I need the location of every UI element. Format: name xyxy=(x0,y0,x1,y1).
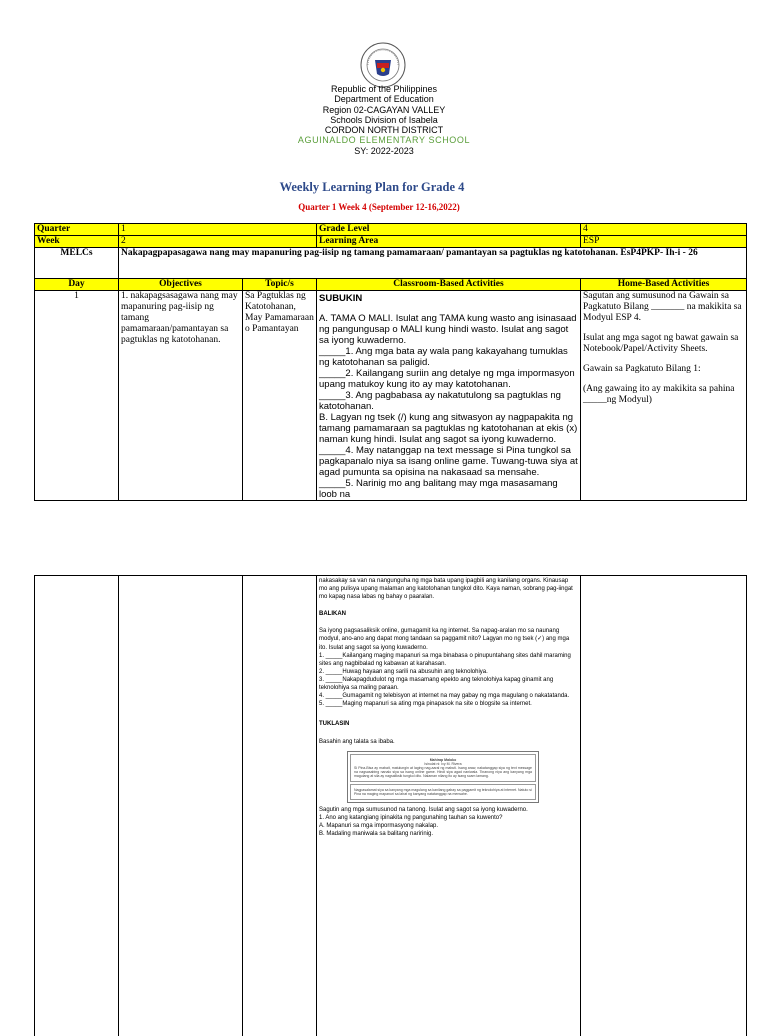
grade-label: Grade Level xyxy=(317,224,581,236)
objective-text: 1. nakapagsasagawa nang may mapanuring pag-iisip ng tamang pamamaraan/pamantayan sa pagtuklas ng katotohanan. xyxy=(119,291,243,501)
balikan-text: Sa iyong pagsasaliksik online, gumagamit ka ng internet. Sa napag-aralan mo sa naunang modyul, ano-ano ang dapat mong tandaan sa paggamit nito? Lagyan mo ng tsek (✓) ang mga ito. Isulat ang sagot sa iyong kuwaderno. xyxy=(319,627,578,651)
melcs-label: MELCs xyxy=(35,248,119,279)
list-item: 4. _____Gumagamit ng telebisyon at internet na may gabay ng mga magulang o nakatatanda. xyxy=(319,692,578,700)
school-name: AGUINALDO ELEMENTARY SCHOOL xyxy=(0,135,768,145)
home-text: Gawain sa Pagkatuto Bilang 1: xyxy=(583,364,744,375)
col-topics: Topic/s xyxy=(243,279,317,291)
classroom-activities xyxy=(317,291,581,501)
list-item: 2. _____Huwag hayaan ang sarili na abusuhin ang teknolohiya. xyxy=(319,668,578,676)
instruction-a: A. TAMA O MALI. Isulat ang TAMA kung wasto ang isinasaad ng pangungusap o MALI kung hindi wasto. Isulat ang sagot sa iyong kuwaderno. xyxy=(319,313,578,346)
list-item: 1. _____Kailangang maging mapanuri sa mga binabasa o pinupuntahang sites dahil maraming sites ang nagbibalad ng kabawan at karahasan. xyxy=(319,652,578,668)
col-day: Day xyxy=(35,279,119,291)
letterhead-line: Department of Education xyxy=(0,94,768,104)
topic-text: Sa Pagtuklas ng Katotohanan, May Pamamaraan o Pamantayan xyxy=(243,291,317,501)
letterhead-line: Republic of the Philippines xyxy=(0,84,768,94)
story-image xyxy=(347,751,539,803)
melcs-row xyxy=(35,248,747,279)
list-item: _____4. May natanggap na text message si Pina tungkol sa pagkapanalo niya sa isang online game. Tuwang-tuwa siya at agad pumunta sa opisina na nakasaad sa mensahe. xyxy=(319,445,578,478)
continuation-text: nakasakay sa van na nangunguha ng mga bata upang ipagbili ang kanilang organs. Kinausap mo ang pulisya upang malaman ang katotohanan tungkol dito. Kaya naman, sobrang pag-iingat mo kapag nasa labas ng bahay o paaralan. xyxy=(319,577,578,601)
objective-cell xyxy=(119,576,243,1036)
letterhead xyxy=(0,84,768,156)
list-item: _____2. Kailangang suriin ang detalye ng mga impormasyon upang matukoy kung ito ay may katotohanan. xyxy=(319,368,578,390)
choice: B. Madaling maniwala sa balitang naririnig. xyxy=(319,830,578,838)
list-item: 3. _____Nakapagdudulot ng mga masamang epekto ang teknolohiya kapag ginamit ang teknolohiya sa maling paraan. xyxy=(319,676,578,692)
quarter-value: 1 xyxy=(119,224,317,236)
quarter-label: Quarter xyxy=(35,224,119,236)
tuklasin-text: Basahin ang talata sa ibaba. xyxy=(319,738,578,746)
sagutin-text: Sagutin ang mga sumusunod na tanong. Isulat ang sagot sa iyong kuwaderno. xyxy=(319,806,578,814)
subukin-heading: SUBUKIN xyxy=(319,293,362,304)
tuklasin-heading: TUKLASIN xyxy=(319,720,578,728)
story-text: Si Pina-Bisa ay mabait, matulungin at laging nag-aaral ng mabuti. Isang araw, nakatanggap siya ng text message na nagsasabing nanalo siya sa isang online game. Hindi siya agad naniwala. Tinanong niya ang kanyang mga magulang at sila ay nagsaliksik tungkol dito. Nalaman nilang ito ay isang scam lamang. xyxy=(354,766,532,778)
deped-seal-icon xyxy=(360,42,406,88)
document-subtitle: Quarter 1 Week 4 (September 12-16,2022) xyxy=(0,202,758,212)
list-item: _____3. Ang pagbabasa ay nakatutulong sa pagtuklas ng katotohanan. xyxy=(319,390,578,412)
learning-area-label: Learning Area xyxy=(317,236,581,248)
column-header-row xyxy=(35,279,747,291)
choice: A. Mapanuri sa mga impormasyong nakalap. xyxy=(319,822,578,830)
story-text: Nagpasalamat siya sa kanyang mga magulang sa kanilang gabay sa paggamit ng teknolohiya at internet. Natuto si Pina na maging mapanuri sa lahat ng kanyang natatanggap na mensahe. xyxy=(354,788,532,796)
plan-table xyxy=(34,223,747,501)
learning-area-value: ESP xyxy=(581,236,747,248)
home-text: (Ang gawaing ito ay makikita sa pahina _____ng Modyul) xyxy=(583,384,744,406)
home-cell xyxy=(581,576,747,1036)
col-classroom: Classroom-Based Activities xyxy=(317,279,581,291)
col-objectives: Objectives xyxy=(119,279,243,291)
instruction-b: B. Lagyan ng tsek (/) kung ang sitwasyon ay nagpapakita ng tamang pamamaraan sa pagtuklas ng katotohanan at ekis (x) naman kung hindi. Isulat ang sagot sa iyong kuwaderno. xyxy=(319,412,578,445)
day-number: 1 xyxy=(35,291,119,501)
plan-table-continued xyxy=(34,575,747,1036)
continued-row xyxy=(35,576,747,1036)
question: 1. Ano ang katangiang ipinakita ng pangunahing tauhan sa kuwento? xyxy=(319,814,578,822)
classroom-activities xyxy=(317,576,581,1036)
week-value: 2 xyxy=(119,236,317,248)
story-panel xyxy=(350,754,536,782)
letterhead-line: Schools Division of Isabela xyxy=(0,115,768,125)
school-year: SY: 2022-2023 xyxy=(0,146,768,156)
list-item: _____1. Ang mga bata ay wala pang kakayahang tumuklas ng katotohanan sa paligid. xyxy=(319,346,578,368)
week-label: Week xyxy=(35,236,119,248)
home-text: Isulat ang mga sagot ng bawat gawain sa Notebook/Papel/Activity Sheets. xyxy=(583,333,744,355)
grade-value: 4 xyxy=(581,224,747,236)
day-cell xyxy=(35,576,119,1036)
melcs-value: Nakapagpapasagawa nang may mapanuring pag-iisip ng tamang pamamaraan/ pamantayan sa pagtuklas ng katotohanan. EsP4PKP- Ih-i - 26 xyxy=(119,248,747,279)
topic-cell xyxy=(243,576,317,1036)
document-title: Weekly Learning Plan for Grade 4 xyxy=(0,180,744,195)
week-row xyxy=(35,236,747,248)
home-text: Sagutan ang sumusunod na Gawain sa Pagkatuto Bilang _______ na makikita sa Modyul ESP 4. xyxy=(583,291,744,324)
balikan-heading: BALIKAN xyxy=(319,610,578,618)
story-panel xyxy=(350,784,536,800)
home-activities xyxy=(581,291,747,501)
letterhead-line: Region 02-CAGAYAN VALLEY xyxy=(0,105,768,115)
col-home: Home-Based Activities xyxy=(581,279,747,291)
story-title: Mahirap Maloko xyxy=(354,758,532,762)
list-item: 5. _____Maging mapanuri sa ating mga pinapasok na site o blogsite sa internet. xyxy=(319,700,578,708)
quarter-row xyxy=(35,224,747,236)
list-item: _____5. Narinig mo ang balitang may mga masasamang loob na xyxy=(319,478,578,500)
day-row xyxy=(35,291,747,501)
page-two xyxy=(0,575,768,1024)
story-author: Isinulat ni: Ivy M. Rivera xyxy=(354,762,532,766)
letterhead-line: CORDON NORTH DISTRICT xyxy=(0,125,768,135)
